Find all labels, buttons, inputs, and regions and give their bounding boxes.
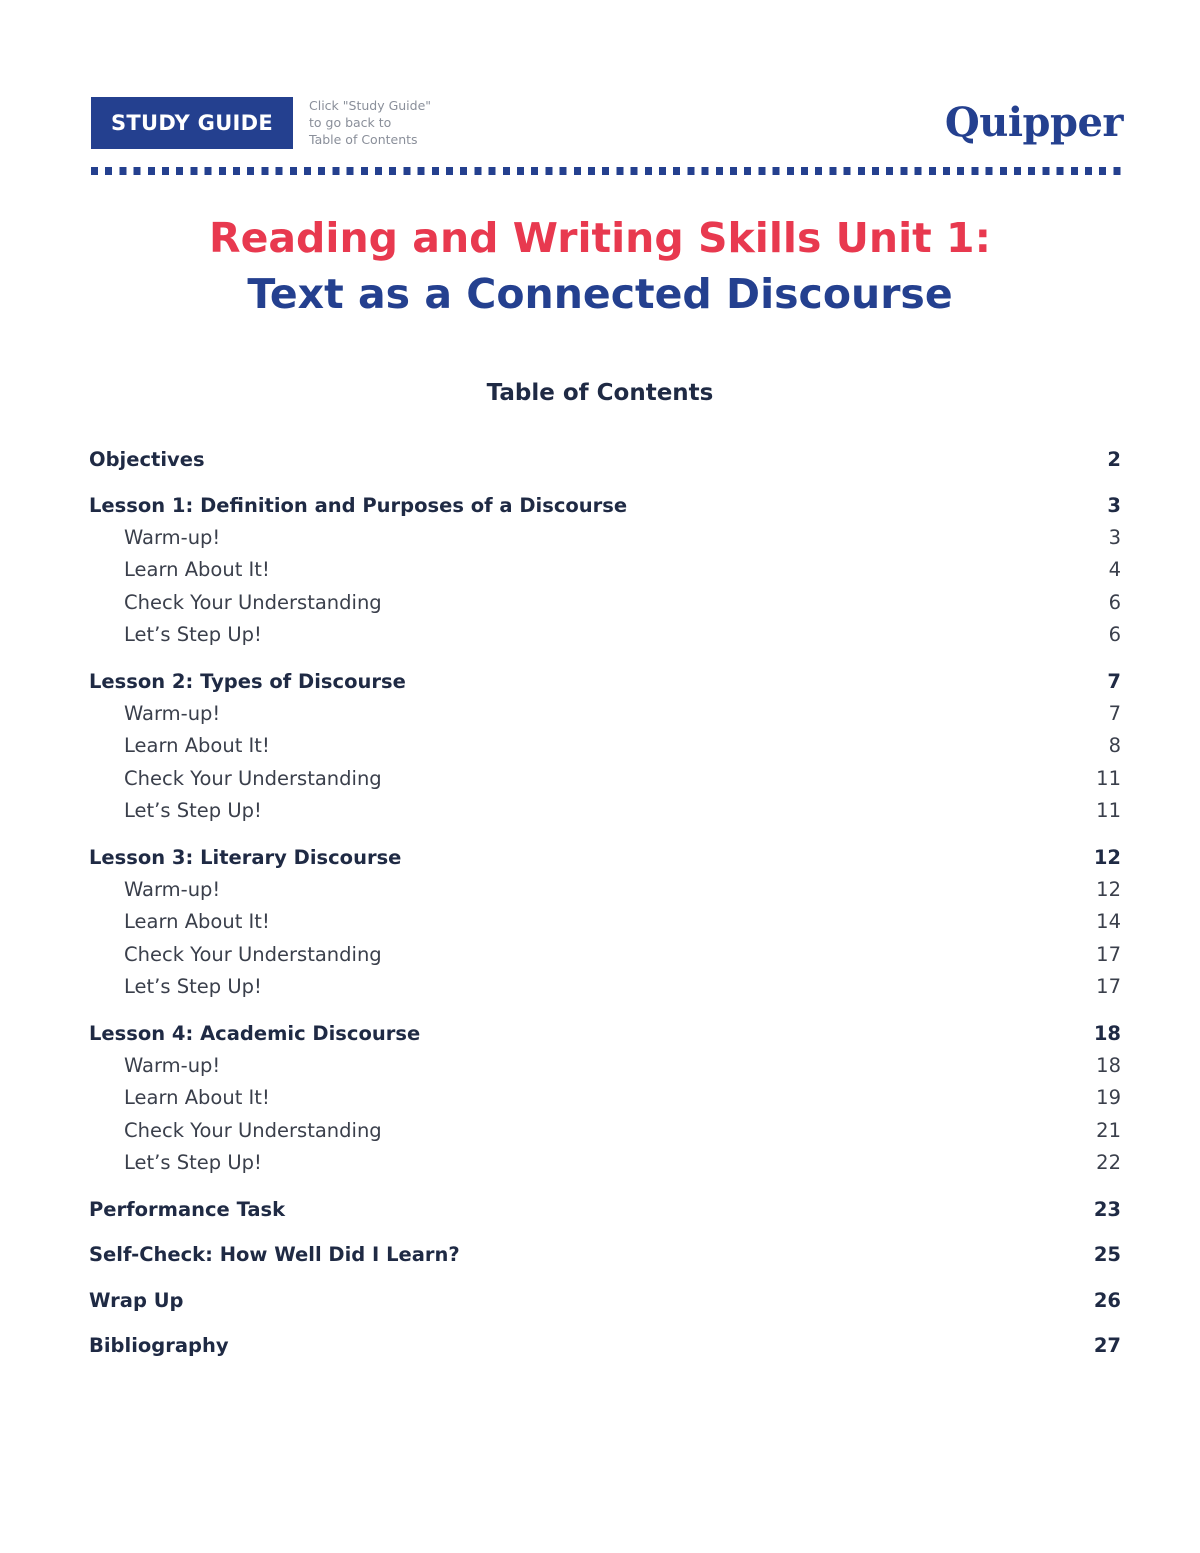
toc-page-number: 12 bbox=[1093, 845, 1121, 869]
hint-line: Click "Study Guide" bbox=[309, 98, 432, 113]
toc-entry-label: Performance Task bbox=[89, 1197, 286, 1221]
toc-page-number: 11 bbox=[1096, 799, 1121, 822]
toc-page-number: 14 bbox=[1096, 910, 1121, 933]
toc-entry-label: Learn About It! bbox=[124, 910, 270, 933]
toc-subentry[interactable] bbox=[89, 799, 1121, 829]
toc-entry-label: Check Your Understanding bbox=[124, 590, 382, 614]
toc-page-number: 27 bbox=[1093, 1334, 1121, 1357]
toc-entry-label: Learn About It! bbox=[124, 558, 270, 581]
toc-page-number: 21 bbox=[1096, 1118, 1121, 1142]
toc-entry-label: Warm-up! bbox=[124, 877, 221, 901]
toc-subentry[interactable] bbox=[89, 734, 1121, 764]
toc-page-number: 2 bbox=[1107, 448, 1121, 471]
hint-line: Table of Contents bbox=[309, 132, 418, 147]
toc-subentry[interactable] bbox=[89, 1151, 1121, 1181]
toc-entry[interactable] bbox=[89, 1334, 1121, 1364]
toc-subentry[interactable] bbox=[89, 526, 1121, 556]
toc-entry[interactable] bbox=[89, 494, 1121, 524]
toc-subentry[interactable] bbox=[89, 975, 1121, 1005]
toc-entry-label: Bibliography bbox=[89, 1334, 229, 1357]
toc-page-number: 23 bbox=[1093, 1197, 1121, 1221]
toc-subentry[interactable] bbox=[89, 702, 1121, 732]
toc-entry[interactable] bbox=[89, 670, 1121, 700]
toc-entry-label: Self-Check: How Well Did I Learn? bbox=[89, 1243, 460, 1266]
toc-page-number: 4 bbox=[1108, 558, 1121, 581]
toc-heading: Table of Contents bbox=[486, 380, 714, 406]
toc-entry-label: Let’s Step Up! bbox=[124, 975, 262, 998]
toc-subentry[interactable] bbox=[89, 623, 1121, 653]
toc-subentry[interactable] bbox=[89, 591, 1121, 621]
toc-subentry[interactable] bbox=[89, 943, 1121, 973]
toc-page-number: 11 bbox=[1096, 766, 1121, 790]
toc-page-number: 19 bbox=[1096, 1086, 1121, 1109]
toc-entry-label: Objectives bbox=[89, 448, 205, 471]
toc-subentry[interactable] bbox=[89, 1119, 1121, 1149]
dotted-divider bbox=[91, 167, 1123, 175]
toc-page-number: 3 bbox=[1107, 493, 1121, 517]
study-guide-button[interactable]: STUDY GUIDE bbox=[91, 97, 293, 149]
toc-entry-label: Warm-up! bbox=[124, 701, 221, 725]
toc-entry-label: Wrap Up bbox=[89, 1288, 184, 1312]
toc-subentry[interactable] bbox=[89, 767, 1121, 797]
toc-entry-label: Check Your Understanding bbox=[124, 1118, 382, 1142]
study-guide-hint bbox=[309, 97, 479, 148]
toc-entry-label: Lesson 3: Literary Discourse bbox=[89, 845, 402, 869]
toc-entry-label: Lesson 2: Types of Discourse bbox=[89, 669, 406, 693]
toc-page-number: 12 bbox=[1096, 877, 1121, 901]
toc-page-number: 8 bbox=[1108, 734, 1121, 757]
toc-entry-label: Lesson 1: Definition and Purposes of a Discourse bbox=[89, 493, 628, 517]
toc-subentry[interactable] bbox=[89, 1086, 1121, 1116]
toc-page-number: 17 bbox=[1096, 975, 1121, 998]
toc-entry[interactable] bbox=[89, 1022, 1121, 1052]
toc-entry-label: Warm-up! bbox=[124, 1053, 221, 1077]
toc-page-number: 18 bbox=[1096, 1053, 1121, 1077]
toc-entry-label: Let’s Step Up! bbox=[124, 623, 262, 646]
toc-entry[interactable] bbox=[89, 1198, 1121, 1228]
hint-line: to go back to bbox=[309, 115, 392, 130]
toc-page-number: 17 bbox=[1096, 942, 1121, 966]
toc-page-number: 3 bbox=[1108, 525, 1121, 549]
toc-page-number: 7 bbox=[1108, 701, 1121, 725]
toc-page-number: 25 bbox=[1093, 1243, 1121, 1266]
toc-entry[interactable] bbox=[89, 448, 1121, 478]
toc-entry-label: Learn About It! bbox=[124, 734, 270, 757]
toc-entry-label: Let’s Step Up! bbox=[124, 1151, 262, 1174]
toc-page-number: 6 bbox=[1108, 590, 1121, 614]
toc-page-number: 18 bbox=[1093, 1021, 1121, 1045]
quipper-logo: Quipper bbox=[944, 99, 1123, 146]
toc-entry-label: Check Your Understanding bbox=[124, 942, 382, 966]
toc-subentry[interactable] bbox=[89, 878, 1121, 908]
toc-page-number: 6 bbox=[1108, 623, 1121, 646]
toc-entry-label: Let’s Step Up! bbox=[124, 799, 262, 822]
toc-page-number: 22 bbox=[1096, 1151, 1121, 1174]
toc-subentry[interactable] bbox=[89, 558, 1121, 588]
toc-entry-label: Warm-up! bbox=[124, 525, 221, 549]
toc-entry[interactable] bbox=[89, 1289, 1121, 1319]
toc-subentry[interactable] bbox=[89, 1054, 1121, 1084]
toc-entry[interactable] bbox=[89, 1243, 1121, 1273]
toc-page-number: 26 bbox=[1093, 1288, 1121, 1312]
toc-entry[interactable] bbox=[89, 846, 1121, 876]
toc-entry-label: Check Your Understanding bbox=[124, 766, 382, 790]
toc-entry-label: Lesson 4: Academic Discourse bbox=[89, 1021, 421, 1045]
toc-subentry[interactable] bbox=[89, 910, 1121, 940]
page-header bbox=[91, 97, 1123, 153]
toc-entry-label: Learn About It! bbox=[124, 1086, 270, 1109]
document-title-line2: Text as a Connected Discourse bbox=[247, 270, 953, 318]
toc-page-number: 7 bbox=[1107, 669, 1121, 693]
document-title-line1: Reading and Writing Skills Unit 1: bbox=[209, 214, 991, 262]
